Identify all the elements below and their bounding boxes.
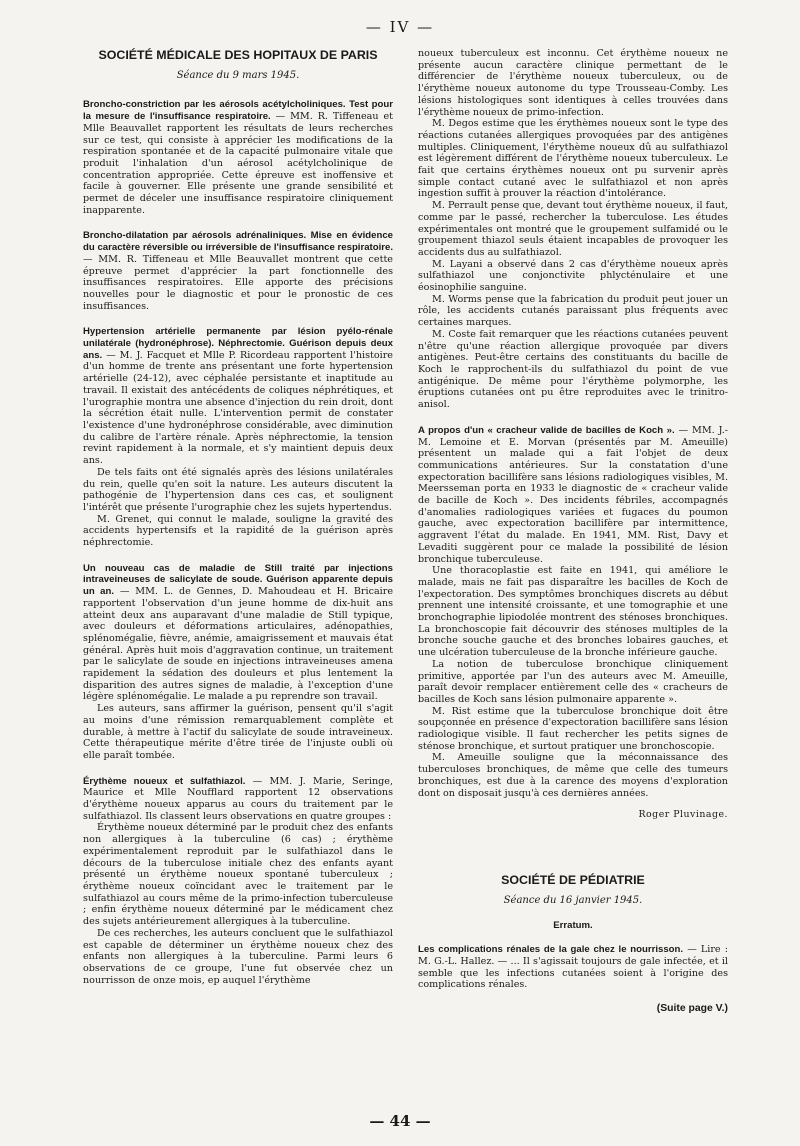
article-heading: A propos d'un « cracheur valide de bacilles de Koch ». xyxy=(418,424,675,436)
article-body xyxy=(83,326,393,466)
article-heading: Un nouveau cas de maladie de Still traité par injections intraveineuses de salicylate de soude. Guérison apparente depuis un an. xyxy=(83,562,393,598)
article-paragraph: De tels faits ont été signalés après des lésions unilatérales du rein, quelle qu'en soit la nature. Les auteurs discutent la pathogénie de l'hypertension dans ces cas, et soulignent l'intérêt que présente l'urographie chez les sujets hypertendus. xyxy=(83,466,393,513)
article-text: — MM. R. Tiffeneau et Mlle Beauvallet rapportent les résultats de leurs recherches sur ce test, qui consiste à apprécier les modifications de la respiration spontanée et de la capacité pulmonaire vitale que produit l'inhalation d'un aérosol acétylcholinique de concentration appropriée. Cette épreuve est inoffensive et facile à gouverner. Elle présente une grande sensibilité et permet de déceler une insuffisance respiratoire cliniquement inapparente. xyxy=(83,111,393,216)
article-still xyxy=(83,563,393,762)
article-paragraph: M. Grenet, qui connut le malade, souligne la gravité des accidents hypertensifs et la rapidité de la guérison après néphrectomie. xyxy=(83,513,393,549)
article-paragraph: La notion de tuberculose bronchique cliniquement primitive, apportée par l'un des auteurs avec M. Ameuille, paraît devoir remplacer entièrement celle des « cracheurs de bacilles de Koch sans lésion pulmonaire apparente ». xyxy=(418,658,728,705)
seance-date-medicale: Séance du 9 mars 1945. xyxy=(176,69,300,81)
article-text: — MM. L. de Gennes, D. Mahoudeau et H. Bricaire rapportent l'observation d'un jeune homme de dix-huit ans atteint deux ans auparavant d'une maladie de Still typique, avec douleurs et déformations articulaires, adénopathies, splénomégalie, fièvre, anémie, amaigrissement et mauvais état général. Après huit mois d'aggravation continue, un traitement par le salicylate de soude en injections intraveineuses amena rapidement la sédation des douleurs et plus lentement la disparition des autres signes de maladie, à l'exception d'une légère splénomégalie. Le malade a pu reprendre son travail. xyxy=(83,586,393,703)
article-body xyxy=(83,230,393,312)
article-text: — MM. J. Marie, Seringe, Maurice et Mlle Noufflard rapportent 12 observations d'érythème noueux apparus au cours du traitement par le sulfathiazol. Ils classent leurs observations en quatre groupes : xyxy=(83,775,393,822)
section-title-pediatrie: SOCIÉTÉ DE PÉDIATRIE xyxy=(501,873,645,887)
article-erytheme xyxy=(83,776,393,987)
article-paragraph: Les auteurs, sans affirmer la guérison, pensent qu'il s'agit au moins d'une rémission remarquablement complète et durable, à mettre à l'actif du salicylate de soude intraveineux. Cette thérapeutique mérite d'être tirée de l'injuste oubli où elle paraît tombée. xyxy=(83,703,393,761)
article-heading: Érythème noueux et sulfathiazol. xyxy=(83,775,246,787)
continued-note: (Suite page V.) xyxy=(656,1002,728,1014)
article-paragraph: Une thoracoplastie est faite en 1941, qui améliore le malade, mais ne fait pas disparaître les bacilles de Koch de l'expectoration. Des symptômes bronchiques discrets au début prennent une intensité croissante, et une tomographie et une bronchographie lipiodolée montrent des sténoses bronchiques. La bronchoscopie fait découvrir des sténoses multiples de la bronche souche gauche et des bronches lobaires gauches, et une ulcération tuberculeuse de la bronche inférieure gauche. xyxy=(418,565,728,659)
article-text: — Lire : M. G.-L. Hallez. — ... Il s'agissait toujours de gale infectée, et il semble que les infections cutanées soient à l'origine des complications rénales. xyxy=(418,944,728,991)
article-broncho-constriction xyxy=(83,99,393,216)
article-paragraph: M. Rist estime que la tuberculose bronchique doit être soupçonnée en présence d'expectoration bacillifère sans lésion radiologique visible. Il faut rechercher les petits signes de sténose bronchique, et surtout pratiquer une bronchoscopie. xyxy=(418,705,728,752)
article-gale xyxy=(418,944,728,1015)
page-number-top: — IV — xyxy=(365,18,435,36)
author-signature: Roger Pluvinage. xyxy=(638,809,728,821)
section-spacer xyxy=(418,835,728,873)
article-body xyxy=(83,99,393,216)
article-paragraph: M. Worms pense que la fabrication du produit peut jouer un rôle, les accidents cutanés paraissant plus fréquents avec certaines marques. xyxy=(418,293,728,329)
article-paragraph: noueux tuberculeux est inconnu. Cet érythème noueux ne présente aucun caractère clinique permettant de le différencier de l'érythème noueux tuberculeux, ou de l'érythème noueux autonome du type Trousseau-Comby. Les lésions histologiques sont identiques à celles trouvées dans l'érythème noueux de primo-infection. xyxy=(418,48,728,118)
section-title-medicale: SOCIÉTÉ MÉDICALE DES HOPITAUX DE PARIS xyxy=(98,48,378,62)
right-column xyxy=(418,48,728,1029)
article-paragraph: M. Ameuille souligne que la méconnaissance des tuberculoses bronchiques, de même que celle des tumeurs bronchiques, est due à la carence des moyens d'exploration dont on disposait jusqu'à ces dernières années. xyxy=(418,752,728,799)
article-text: — MM. R. Tiffeneau et Mlle Beauvallet montrent que cette épreuve permet d'apprécier la part fonctionnelle des insuffisances respiratoires. Elle apporte des précisions nouvelles pour le diagnostic et pour le pronostic de ces insuffisances. xyxy=(83,253,393,312)
article-paragraph: M. Layani a observé dans 2 cas d'érythème noueux après sulfathiazol une conjonctivite phlycténulaire et une éosinophilie sanguine. xyxy=(418,258,728,294)
article-heading: Broncho-constriction par les aérosols acétylcholiniques. Test pour la mesure de l'insuffisance respiratoire. xyxy=(83,99,393,123)
article-heading: Hypertension artérielle permanente par lésion pyélo-rénale unilatérale (hydronéphrose). Néphrectomie. Guérison depuis deux ans. xyxy=(83,326,393,361)
article-hypertension xyxy=(83,326,393,548)
page-number-bottom: — 44 — xyxy=(369,1112,431,1130)
article-paragraph: M. Perrault pense que, devant tout érythème noueux, il faut, comme par le passé, rechercher la tuberculose. Les études expérimentales ont montré que le groupement sulfamidé ou le groupement thiazol seuls étaient incapables de provoquer les accidents dus au sulfathiazol. xyxy=(418,200,728,258)
article-heading: Broncho-dilatation par aérosols adrénaliniques. Mise en évidence du caractère réversible ou irréversible de l'insuffisance respiratoire. xyxy=(83,230,393,254)
erratum-heading: Erratum. xyxy=(553,920,593,932)
article-paragraph: M. Degos estime que les érythèmes noueux sont le type des réactions cutanées allergiques provoquées par des antigènes multiples. Cliniquement, l'érythème noueux dû au sulfathiazol est légèrement différent de l'érythème noueux tuberculeux. Le fait que certains érythèmes noueux ont pu survenir après simple contact cutané avec le sulfathiazol et non après ingestion suffit à prouver la réaction d'intolérance. xyxy=(418,118,728,200)
left-column xyxy=(83,48,393,1000)
article-body xyxy=(418,944,728,991)
article-broncho-dilatation xyxy=(83,230,393,312)
article-heading: Les complications rénales de la gale chez le nourrisson. xyxy=(418,944,684,956)
article-paragraph: M. Coste fait remarquer que les réactions cutanées peuvent n'être qu'une réaction allergique provoquée par divers antigènes. Peut-être certains des constituants du bacille de Koch le rapprochent-ils du sulfathiazol du point de vue antigénique. De même pour l'érythème polymorphe, les éruptions cutanées ont pu être reproduites avec le trinitro-anisol. xyxy=(418,328,728,411)
article-body xyxy=(418,425,728,565)
article-text: — M. J. Facquet et Mlle P. Ricordeau rapportent l'histoire d'un homme de trente ans présentant une forte hypertension artérielle (24-12), avec céphalée persistante et inaptitude au travail. Il existait des antécédents de coliques néphrétiques, et l'urographie montra une absence d'injection du rein droit, dont la sécrétion était nulle. L'intervention permit de constater l'existence d'une hydronéphrose considérable, avec diminution du calibre de l'artère rénale. Après néphrectomie, la tension revint rapidement à la normale, et s'y maintient depuis deux ans. xyxy=(83,349,393,467)
seance-date-pediatrie: Séance du 16 janvier 1945. xyxy=(503,894,643,906)
article-text: — MM. J.-M. Lemoine et E. Morvan (présentés par M. Ameuille) présentent un malade qui a fait l'objet de deux communications antérieures. Sur la constatation d'une expectoration bacillifère sans lésions radiologiques visibles, M. Meersseman porta en 1933 le diagnostic de « cracheur valide de bacille de Koch ». Des incidents fébriles, accompagnés d'anomalies radiologiques variées et fugaces du poumon gauche, avec expectoration bacillifère par intermittence, aggravent l'état du malade. En 1941, MM. Rist, Davy et Levaditi suggèrent pour ce malade la possibilité de lésion bronchique tuberculeuse. xyxy=(418,424,728,565)
article-cracheur-koch xyxy=(418,425,728,821)
article-paragraph: Érythème noueux déterminé par le produit chez des enfants non allergiques à la tuberculine (6 cas) ; érythème expérimentalement reproduit par le sulfathiazol dans le décours de la tuberculose initiale chez des enfants ayant présenté un érythème noueux spontané tuberculeux ; érythème noueux coïncidant avec le traitement par le sulfathiazol au cours même de la primo-infection tuberculeuse ; enfin érythème noueux déterminé par le médicament chez des sujets antérieurement allergiques à la tuberculine. xyxy=(83,822,393,928)
article-body xyxy=(83,563,393,703)
article-paragraph: De ces recherches, les auteurs concluent que le sulfathiazol est capable de déterminer un érythème noueux chez des enfants non allergiques à la tuberculine. Parmi leurs 6 observations de ce groupe, l'une fut observée chez un nourrisson de onze mois, ep auquel l'érythème xyxy=(83,927,393,986)
article-body xyxy=(83,776,393,823)
article-erytheme-continued xyxy=(418,48,728,411)
